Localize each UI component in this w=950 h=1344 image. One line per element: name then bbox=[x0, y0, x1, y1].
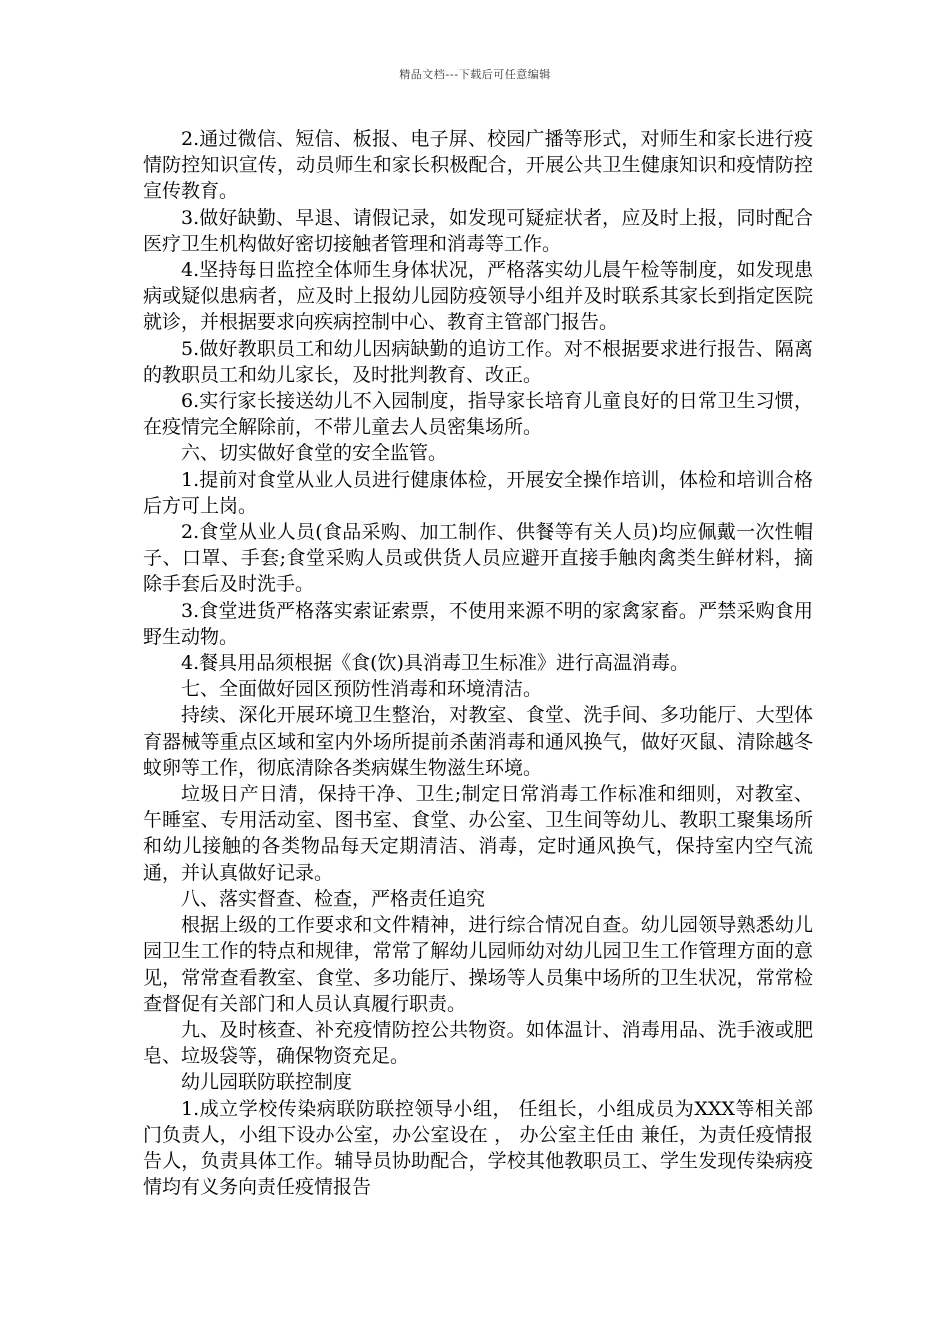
paragraph: 1.成立学校传染病联防联控领导小组， 任组长，小组成员为XXX等相关部门负责人，小组下设办公室，办公室设在 ， 办公室主任由 兼任，为责任疫情报告人，负责具体工作。辅导员协助配合，学校其他教职员工、学生发现传染病疫情均有义务向责任疫情报告 bbox=[143, 1097, 813, 1199]
section-heading: 幼儿园联防联控制度 bbox=[181, 1071, 353, 1094]
paragraph: 3.做好缺勤、早退、请假记录，如发现可疑症状者，应及时上报，同时配合医疗卫生机构做好密切接触者管理和消毒等工作。 bbox=[143, 206, 813, 255]
paragraph: 3.食堂进货严格落实索证索票，不使用来源不明的家禽家畜。严禁采购食用野生动物。 bbox=[143, 599, 813, 648]
section-heading: 七、全面做好园区预防性消毒和环境清洁。 bbox=[181, 678, 543, 701]
section-heading: 九、及时核查、补充疫情防控公共物资。如体温计、消毒用品、洗手液或肥皂、垃圾袋等，确保物资充足。 bbox=[143, 1018, 813, 1068]
paragraph: 垃圾日产日清，保持干净、卫生;制定日常消毒工作标准和细则，对教室、午睡室、专用活动室、图书室、食堂、办公室、卫生间等幼儿、教职工聚集场所和幼儿接触的各类物品每天定期清洁、消毒，定时通风换气，保持室内空气流通，并认真做好记录。 bbox=[143, 783, 813, 884]
document-body bbox=[143, 126, 813, 1200]
paragraph: 根据上级的工作要求和文件精神，进行综合情况自查。幼儿园领导熟悉幼儿园卫生工作的特点和规律，常常了解幼儿园师幼对幼儿园卫生工作管理方面的意见，常常查看教室、食堂、多功能厅、操场等人员集中场所的卫生状况，常常检查督促有关部门和人员认真履行职责。 bbox=[143, 914, 813, 1015]
paragraph: 2.通过微信、短信、板报、电子屏、校园广播等形式，对师生和家长进行疫情防控知识宣传，动员师生和家长积极配合，开展公共卫生健康知识和疫情防控宣传教育。 bbox=[143, 128, 813, 203]
section-heading: 八、落实督查、检查，严格责任追究 bbox=[181, 887, 486, 910]
paragraph: 5.做好教职员工和幼儿因病缺勤的追访工作。对不根据要求进行报告、隔离的教职员工和幼儿家长，及时批判教育、改正。 bbox=[143, 337, 813, 386]
paragraph: 6.实行家长接送幼儿不入园制度，指导家长培育儿童良好的日常卫生习惯，在疫情完全解除前，不带儿童去人员密集场所。 bbox=[143, 390, 813, 439]
paragraph: 持续、深化开展环境卫生整治，对教室、食堂、洗手间、多功能厅、大型体育器械等重点区域和室内外场所提前杀菌消毒和通风换气，做好灭鼠、清除越冬蚊卵等工作，彻底清除各类病媒生物滋生环境。 bbox=[143, 704, 813, 779]
paragraph: 4.餐具用品须根据《食(饮)具消毒卫生标准》进行高温消毒。 bbox=[181, 652, 689, 675]
section-heading: 六、切实做好食堂的安全监管。 bbox=[181, 442, 448, 465]
paragraph: 4.坚持每日监控全体师生身体状况，严格落实幼儿晨午检等制度，如发现患病或疑似患病者，应及时上报幼儿园防疫领导小组并及时联系其家长到指定医院就诊，并根据要求向疾病控制中心、教育主管部门报告。 bbox=[143, 259, 813, 334]
page-header: 精品文档---下载后可任意编辑 bbox=[399, 68, 551, 81]
paragraph: 1.提前对食堂从业人员进行健康体检，开展安全操作培训，体检和培训合格后方可上岗。 bbox=[143, 468, 813, 517]
paragraph: 2.食堂从业人员(食品采购、加工制作、供餐等有关人员)均应佩戴一次性帽子、口罩、手套;食堂采购人员或供货人员应避开直接手触肉禽类生鲜材料，摘除手套后及时洗手。 bbox=[143, 521, 813, 596]
